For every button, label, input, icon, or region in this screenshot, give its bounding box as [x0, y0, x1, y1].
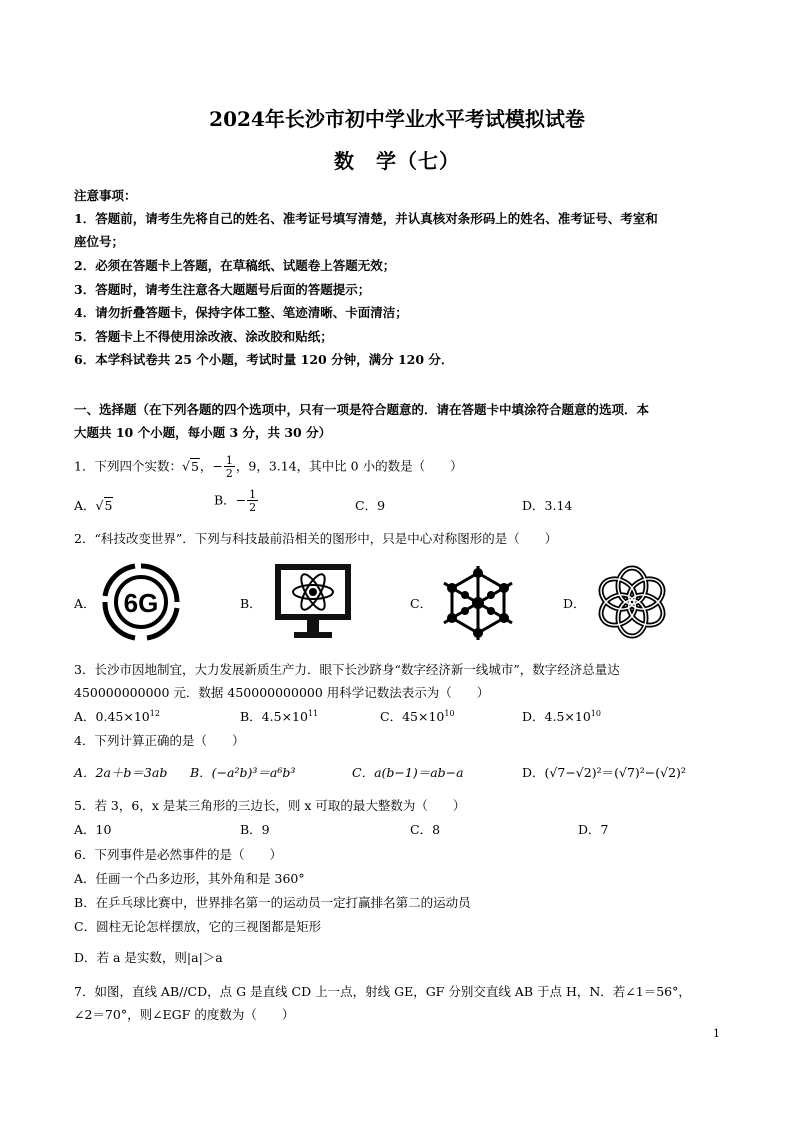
option-a: A．2a＋b＝3ab: [74, 765, 168, 780]
option-c: C．$45\times 10^{10}$: [380, 708, 455, 724]
question-5: 5．若 3，6，x 是某三角形的三边长，则 x 可取的最大整数为（ ）: [74, 798, 466, 813]
question-4: 4．下列计算正确的是（ ）: [74, 733, 245, 748]
page-number: 1: [713, 1027, 720, 1040]
question-3: 3．长沙市因地制宜，大力发展新质生产力．眼下长沙跻身“数字经济新一线城市”，数字经济总量达: [74, 662, 620, 677]
section-heading: 一、选择题（在下列各题的四个选项中，只有一项是符合题意的．请在答题卡中填涂符合题意的选项．本: [74, 402, 650, 417]
notice-item: 3．答题时，请考生注意各大题题号后面的答题提示；: [74, 282, 371, 297]
option-c: C．9: [355, 498, 386, 513]
notice-heading: 注意事项：: [74, 188, 137, 203]
question-1: 1．下列四个实数：√5，− $\frac{1}{2}$ ，9，3.14，其中比 0 小的数是（ ）: [74, 454, 463, 480]
option-c: C．圆柱无论怎样摆放，它的三视图都是矩形: [74, 919, 322, 934]
option-b: B．(−a²b)³＝a⁶b³: [190, 765, 296, 780]
option-b: B．: [240, 596, 262, 611]
knot-logo-icon: [592, 562, 672, 642]
option-b: B．在乒乓球比赛中，世界排名第一的运动员一定打赢排名第二的运动员: [74, 895, 471, 910]
6g-logo-icon: [101, 562, 181, 642]
option-a: A．: [74, 596, 96, 611]
6g-logo-text: 6G: [123, 588, 159, 618]
option-c: C．a(b−1)＝ab−a: [352, 765, 464, 780]
molecule-icon: [440, 565, 516, 641]
option-d: D．(√7−√2)²＝(√7)²−(√2)²: [522, 765, 686, 780]
notice-item: 1．答题前，请考生先将自己的姓名、准考证号填写清楚，并认真核对条形码上的姓名、准考证号、考室和: [74, 211, 658, 226]
notice-item: 5．答题卡上不得使用涂改液、涂改胶和贴纸；: [74, 329, 333, 344]
option-d: D．若 a 是实数，则|a|＞a: [74, 950, 223, 965]
option-c: C．8: [410, 822, 441, 837]
question-6: 6．下列事件是必然事件的是（ ）: [74, 847, 282, 862]
question-7: 7．如图，直线 AB//CD，点 G 是直线 CD 上一点，射线 GE，GF 分别交直线 AB 于点 H，N．若∠1＝56°，: [74, 984, 691, 999]
question-7-line2: ∠2＝70°，则∠EGF 的度数为（ ）: [74, 1007, 295, 1022]
fraction: $\frac{1}{2}$: [225, 454, 233, 480]
option-a: A．$0.45\times 10^{12}$: [74, 708, 160, 724]
option-b: B．9: [240, 822, 270, 837]
notice-item: 2．必须在答题卡上答题，在草稿纸、试题卷上答题无效；: [74, 258, 396, 273]
option-a: A．任画一个凸多边形，其外角和是 360°: [74, 871, 305, 886]
option-d: D．: [563, 596, 586, 611]
exam-subject: 数 学（七）: [334, 149, 460, 173]
notice-item: 4．请勿折叠答题卡，保持字体工整、笔迹清晰、卡面清洁；: [74, 305, 408, 320]
option-b: B．− $\frac{1}{2}$: [214, 488, 257, 514]
exam-title: 2024年长沙市初中学业水平考试模拟试卷: [209, 107, 585, 131]
section-heading: 大题共 10 个小题，每小题 3 分，共 30 分）: [74, 425, 332, 440]
question-3-line2: 450000000000 元．数据 450000000000 用科学记数法表示为（ ）: [74, 685, 490, 700]
option-d: D．3.14: [522, 498, 573, 513]
option-a: A．√5: [74, 498, 113, 513]
monitor-atom-icon: [272, 562, 354, 644]
option-c: C．: [410, 596, 433, 611]
option-d: D．$4.5\times 10^{10}$: [522, 708, 601, 724]
option-b: B．$4.5\times 10^{11}$: [240, 708, 319, 724]
question-2: 2．“科技改变世界”．下列与科技最前沿相关的图形中，只是中心对称图形的是（ ）: [74, 531, 558, 546]
notice-item: 6．本学科试卷共 25 个小题，考试时量 120 分钟，满分 120 分．: [74, 352, 454, 367]
option-a: A．10: [74, 822, 112, 837]
option-d: D．7: [578, 822, 609, 837]
notice-item: 座位号；: [74, 234, 125, 249]
